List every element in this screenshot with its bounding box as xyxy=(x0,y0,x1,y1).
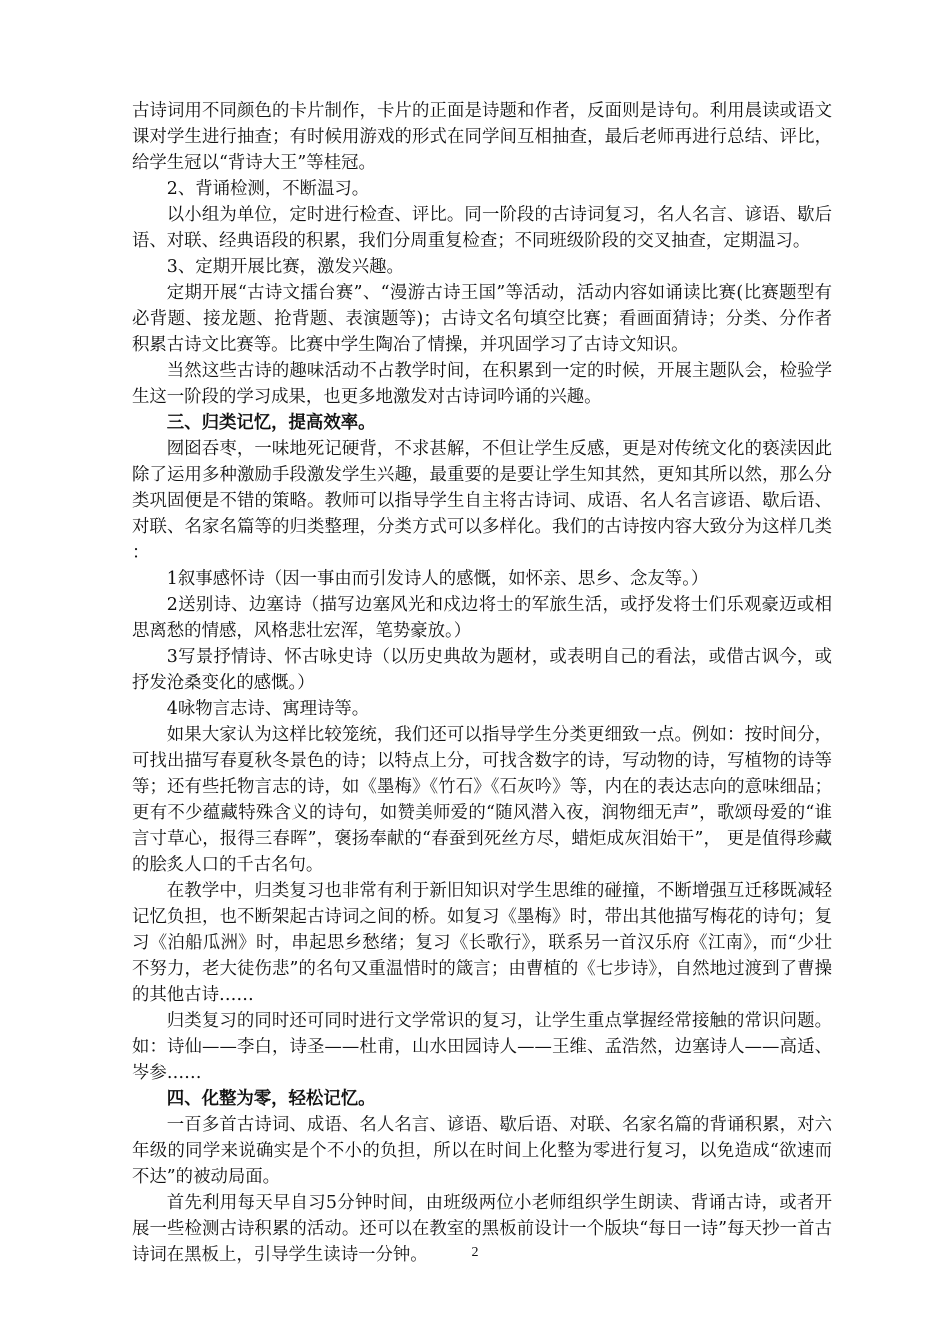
subheading: 3、定期开展比赛，激发兴趣。 xyxy=(166,257,404,277)
section-heading: 四、化整为零，轻松记忆。 xyxy=(166,1089,376,1109)
list-item: 3写景抒情诗、怀古咏史诗（以历史典故为题材，或表明自己的看法，或借古讽今，或抒发沧桑变化的感慨。） xyxy=(132,647,832,693)
page-number: 2 xyxy=(471,1245,479,1260)
paragraph: 囫囵吞枣，一味地死记硬背，不求甚解，不但让学生反感，更是对传统文化的亵渎因此除了运用多种激励手段激发学生兴趣，最重要的是要让学生知其然，更知其所以然，那么分类巩固便是不错的策略。教师可以指导学生自主将古诗词、成语、名人名言谚语、歇后语、对联、名家名篇等的归类整理，分类方式可以多样化。我们的古诗按内容大致分为这样几类： xyxy=(132,439,832,563)
paragraph: 以小组为单位，定时进行检查、评比。同一阶段的古诗词复习，名人名言、谚语、歇后语、对联、经典语段的积累，我们分周重复检查；不同班级阶段的交叉抽查，定期温习。 xyxy=(132,205,832,251)
paragraph: 在教学中，归类复习也非常有利于新旧知识对学生思维的碰撞，不断增强互迁移既减轻记忆负担，也不断架起古诗词之间的桥。如复习《墨梅》时，带出其他描写梅花的诗句；复习《泊船瓜洲》时，串起思乡愁绪；复习《长歌行》，联系另一首汉乐府《江南》，而“少壮不努力，老大徒伤悲”的名句又重温惜时的箴言；由曹植的《七步诗》，自然地过渡到了曹操的其他古诗…… xyxy=(132,881,832,1005)
paragraph: 首先利用每天早自习5分钟时间，由班级两位小老师组织学生朗读、背诵古诗，或者开展一些检测古诗积累的活动。还可以在教室的黑板前设计一个版块“每日一诗”每天抄一首古诗词在黑板上，引导学生读诗一分钟。 xyxy=(132,1193,832,1265)
document-body xyxy=(132,98,832,1268)
paragraph: 当然这些古诗的趣味活动不占教学时间，在积累到一定的时候，开展主题队会，检验学生这一阶段的学习成果，也更多地激发对古诗词吟诵的兴趣。 xyxy=(132,361,832,407)
section-heading: 三、归类记忆，提高效率。 xyxy=(166,413,376,433)
paragraph: 如果大家认为这样比较笼统，我们还可以指导学生分类更细致一点。例如：按时间分，可找出描写春夏秋冬景色的诗；以特点上分，可找含数字的诗，写动物的诗，写植物的诗等等；还有些托物言志的诗，如《墨梅》《竹石》《石灰吟》等，内在的表达志向的意味细品；更有不少蕴藏特殊含义的诗句，如赞美师爱的“随风潜入夜，润物细无声”，歌颂母爱的“谁言寸草心，报得三春晖”，褒扬奉献的“春蚕到死丝方尽，蜡炬成灰泪始干”， 更是值得珍藏的脍炙人口的千古名句。 xyxy=(132,725,832,875)
list-item: 1叙事感怀诗（因一事由而引发诗人的感慨，如怀亲、思乡、念友等。） xyxy=(166,569,709,589)
paragraph: 归类复习的同时还可同时进行文学常识的复习，让学生重点掌握经常接触的常识问题。如：诗仙——李白，诗圣——杜甫，山水田园诗人——王维、孟浩然，边塞诗人——高适、岑参…… xyxy=(132,1011,832,1083)
paragraph: 古诗词用不同颜色的卡片制作，卡片的正面是诗题和作者，反面则是诗句。利用晨读或语文课对学生进行抽查；有时候用游戏的形式在同学间互相抽查，最后老师再进行总结、评比，给学生冠以“背诗大王”等桂冠。 xyxy=(132,101,832,173)
list-item: 4咏物言志诗、寓理诗等。 xyxy=(166,699,370,719)
subheading: 2、背诵检测，不断温习。 xyxy=(166,179,370,199)
paragraph: 一百多首古诗词、成语、名人名言、谚语、歇后语、对联、名家名篇的背诵积累，对六年级的同学来说确实是个不小的负担，所以在时间上化整为零进行复习，以免造成“欲速而不达”的被动局面。 xyxy=(132,1115,832,1187)
paragraph: 定期开展“古诗文擂台赛”、“漫游古诗王国”等活动，活动内容如诵读比赛(比赛题型有必背题、接龙题、抢背题、表演题等)；古诗文名句填空比赛；看画面猜诗；分类、分作者积累古诗文比赛等。比赛中学生陶冶了情操，并巩固学习了古诗文知识。 xyxy=(132,283,832,355)
list-item: 2送别诗、边塞诗（描写边塞风光和戍边将士的军旅生活，或抒发将士们乐观豪迈或相思离愁的情感，风格悲壮宏浑，笔势豪放。） xyxy=(132,595,832,641)
